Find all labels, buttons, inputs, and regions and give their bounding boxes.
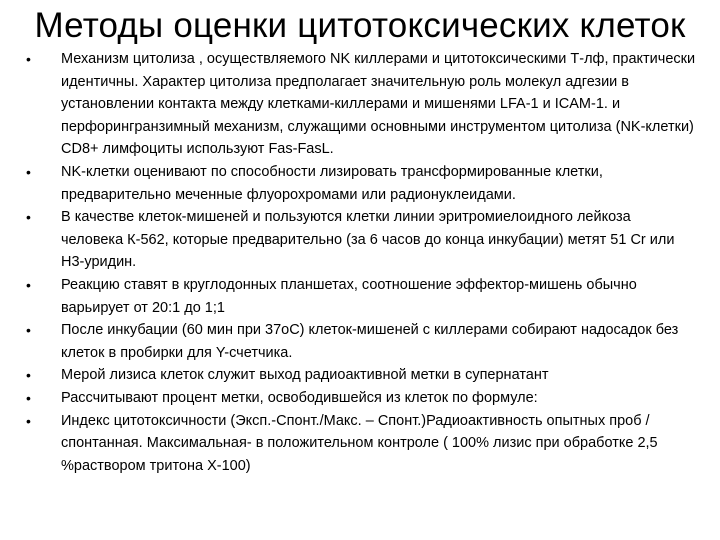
bullet-dot-icon: •: [26, 51, 31, 67]
slide-title: Методы оценки цитотоксических клеток: [34, 6, 686, 45]
bullet-dot-icon: •: [26, 163, 31, 180]
bullet-text: Рассчитывают процент метки, освободившейся из клеток по формуле:: [61, 389, 538, 406]
bullet-dot-icon: •: [26, 209, 31, 226]
bullet-item: [26, 387, 696, 410]
bullet-item: [26, 161, 696, 206]
bullet-text: Механизм цитолиза , осуществляемого NK киллерами и цитотоксическими Т-лф, практически идентичны. Характер цитолиза предполагает значительную роль молекул адгезии в установлении контакта между клетками-киллерами и мишенями LFA-1 и ICAM-1. и перфорингранзимный механизм, служащими основными инструментом цитолиза (NK-клетки) CD8+ лимфоциты используют Fas-FasL.: [61, 51, 696, 158]
bullet-item: [26, 410, 696, 478]
bullet-dot-icon: •: [26, 389, 31, 406]
bullet-item: [26, 364, 696, 387]
bullet-dot-icon: •: [26, 412, 31, 429]
bullet-text: NK-клетки оценивают по способности лизировать трансформированные клетки, предварительно меченные флуорохромами или радионуклеидами.: [61, 163, 603, 203]
bullet-text: Индекс цитотоксичности (Эксп.-Спонт./Макс. – Спонт.)Радиоактивность опытных проб / спонтанная. Максимальная- в положительном контроле ( 100% лизис при обработке 2,5 %раствором тритона Х-100): [61, 412, 658, 474]
bullet-dot-icon: •: [26, 276, 31, 293]
bullet-text: После инкубации (60 мин при 37оС) клеток-мишеней с киллерами собирают надосадок без клеток в пробирки для Y-счетчика.: [61, 322, 679, 361]
bullet-text: Мерой лизиса клеток служит выход радиоактивной метки в супернатант: [61, 367, 549, 384]
bullet-list: [26, 48, 696, 477]
bullet-text: В качестве клеток-мишеней и пользуются клетки линии эритромиелоидного лейкоза человека К-562, которые предварительно (за 6 часов до конца инкубации) метят 51 Cr или Н3-уридин.: [61, 209, 675, 271]
bullet-item: [26, 206, 696, 274]
bullet-item: [26, 319, 696, 364]
bullet-dot-icon: •: [26, 367, 31, 384]
bullet-dot-icon: •: [26, 322, 31, 339]
bullet-item: [26, 274, 696, 319]
bullet-item: [26, 48, 696, 161]
bullet-text: Реакцию ставят в круглодонных планшетах, соотношение эффектор-мишень обычно варьирует от 20:1 до 1;1: [61, 276, 637, 316]
